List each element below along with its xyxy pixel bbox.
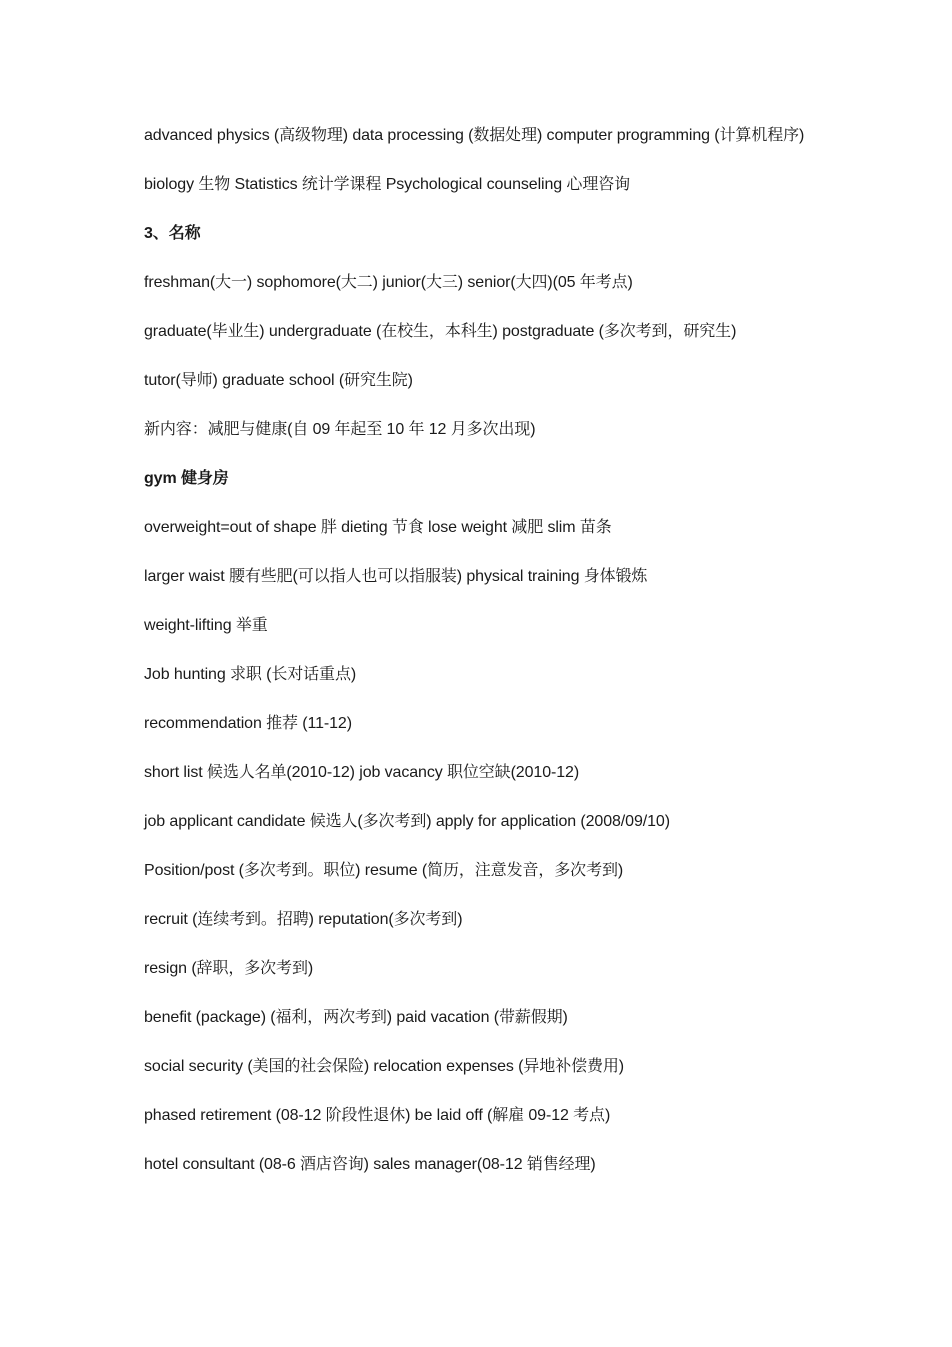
paragraph-job-hunting: Job hunting 求职 (长对话重点) — [144, 666, 357, 683]
section-heading-names: 3、名称 — [144, 225, 201, 242]
paragraph-position-resume: Position/post (多次考到。职位) resume (简历，注意发音，多次考到) — [144, 862, 624, 879]
paragraph-courses-2: biology 生物 Statistics 统计学课程 Psychological counseling 心理咨询 — [144, 176, 631, 193]
paragraph-new-content: 新内容：减肥与健康(自 09 年起至 10 年 12 月多次出现) — [144, 421, 536, 438]
paragraph-retirement: phased retirement (08-12 阶段性退休) be laid off (解雇 09-12 考点) — [144, 1107, 611, 1124]
paragraph-hotel-consultant: hotel consultant (08-6 酒店咨询) sales manager(08-12 销售经理) — [144, 1156, 596, 1173]
paragraph-social-security: social security (美国的社会保险) relocation expenses (异地补偿费用) — [144, 1058, 625, 1075]
paragraph-resign: resign (辞职，多次考到) — [144, 960, 314, 977]
paragraph-graduate-terms: graduate(毕业生) undergraduate (在校生，本科生) postgraduate (多次考到，研究生) — [144, 323, 737, 340]
paragraph-waist-training: larger waist 腰有些肥(可以指人也可以指服装) physical training 身体锻炼 — [144, 568, 648, 585]
section-heading-gym: gym 健身房 — [144, 470, 229, 487]
paragraph-courses-1: advanced physics (高级物理) data processing (数据处理) computer programming (计算机程序) — [144, 127, 805, 144]
paragraph-short-list: short list 候选人名单(2010-12) job vacancy 职位空缺(2010-12) — [144, 764, 580, 781]
paragraph-weight-lifting: weight-lifting 举重 — [144, 617, 268, 634]
paragraph-recruit: recruit (连续考到。招聘) reputation(多次考到) — [144, 911, 463, 928]
paragraph-tutor: tutor(导师) graduate school (研究生院) — [144, 372, 413, 389]
paragraph-applicant: job applicant candidate 候选人(多次考到) apply for application (2008/09/10) — [144, 813, 670, 830]
paragraph-benefit: benefit (package) (福利，两次考到) paid vacation (带薪假期) — [144, 1009, 568, 1026]
paragraph-student-years: freshman(大一) sophomore(大二) junior(大三) senior(大四)(05 年考点) — [144, 274, 633, 291]
paragraph-recommendation: recommendation 推荐 (11-12) — [144, 715, 352, 732]
paragraph-weight-terms: overweight=out of shape 胖 dieting 节食 lose weight 减肥 slim 苗条 — [144, 519, 612, 536]
document-body — [144, 121, 816, 1199]
